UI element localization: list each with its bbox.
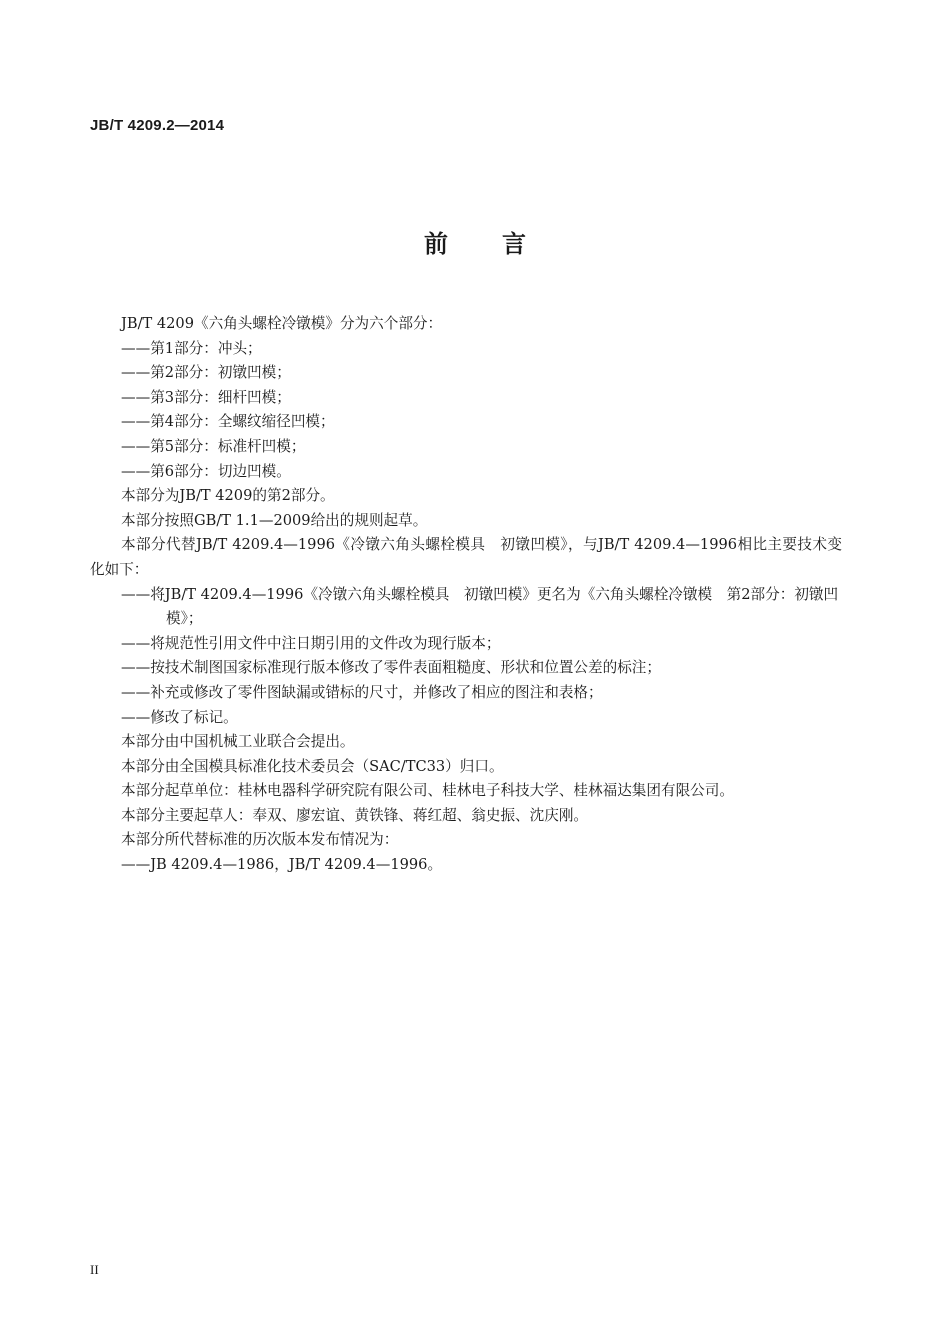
page-number: II [90, 1262, 99, 1277]
replaces-paragraph: 本部分代替JB/T 4209.4—1996《冷镦六角头螺栓模具 初镦凹模》，与JB/T 4209.4—1996相比主要技术变化如下： [90, 536, 842, 578]
foreword-body [90, 312, 842, 878]
change-item: ——修改了标记。 [121, 708, 238, 726]
proposed-by-paragraph: 本部分由中国机械工业联合会提出。 [121, 733, 355, 751]
page-title: 前言 [424, 230, 580, 258]
part-of-paragraph: 本部分为JB/T 4209的第2部分。 [121, 487, 335, 505]
change-item: ——将JB/T 4209.4—1996《冷镦六角头螺栓模具 初镦凹模》更名为《六角头螺栓冷镦模 第2部分：初镦凹模》； [121, 585, 839, 628]
part-item: ——第5部分：标准杆凹模； [121, 437, 306, 455]
drafters-paragraph: 本部分主要起草人：奉双、廖宏谊、黄铁锋、蒋红超、翁史振、沈庆刚。 [121, 806, 589, 824]
document-number: JB/T 4209.2—2014 [90, 117, 225, 134]
history-item: ——JB 4209.4—1986，JB/T 4209.4—1996。 [121, 856, 443, 874]
part-item: ——第6部分：切边凹模。 [121, 462, 291, 480]
change-item: ——补充或修改了零件图缺漏或错标的尺寸，并修改了相应的图注和表格； [121, 683, 603, 701]
drafting-units-paragraph: 本部分起草单位：桂林电器科学研究院有限公司、桂林电子科技大学、桂林福达集团有限公司。 [121, 782, 734, 800]
change-item: ——将规范性引用文件中注日期引用的文件改为现行版本； [121, 634, 501, 652]
part-item: ——第3部分：细杆凹模； [121, 388, 291, 406]
part-item: ——第4部分：全螺纹缩径凹模； [121, 413, 335, 431]
centralized-by-paragraph: 本部分由全国模具标准化技术委员会（SAC/TC33）归口。 [121, 757, 504, 775]
part-item: ——第1部分：冲头； [121, 339, 262, 357]
part-item: ——第2部分：初镦凹模； [121, 364, 291, 382]
drafting-rules-paragraph: 本部分按照GB/T 1.1—2009给出的规则起草。 [121, 511, 428, 529]
history-paragraph: 本部分所代替标准的历次版本发布情况为： [121, 831, 399, 849]
intro-paragraph: JB/T 4209《六角头螺栓冷镦模》分为六个部分： [121, 315, 443, 332]
change-item: ——按技术制图国家标准现行版本修改了零件表面粗糙度、形状和位置公差的标注； [121, 659, 661, 677]
